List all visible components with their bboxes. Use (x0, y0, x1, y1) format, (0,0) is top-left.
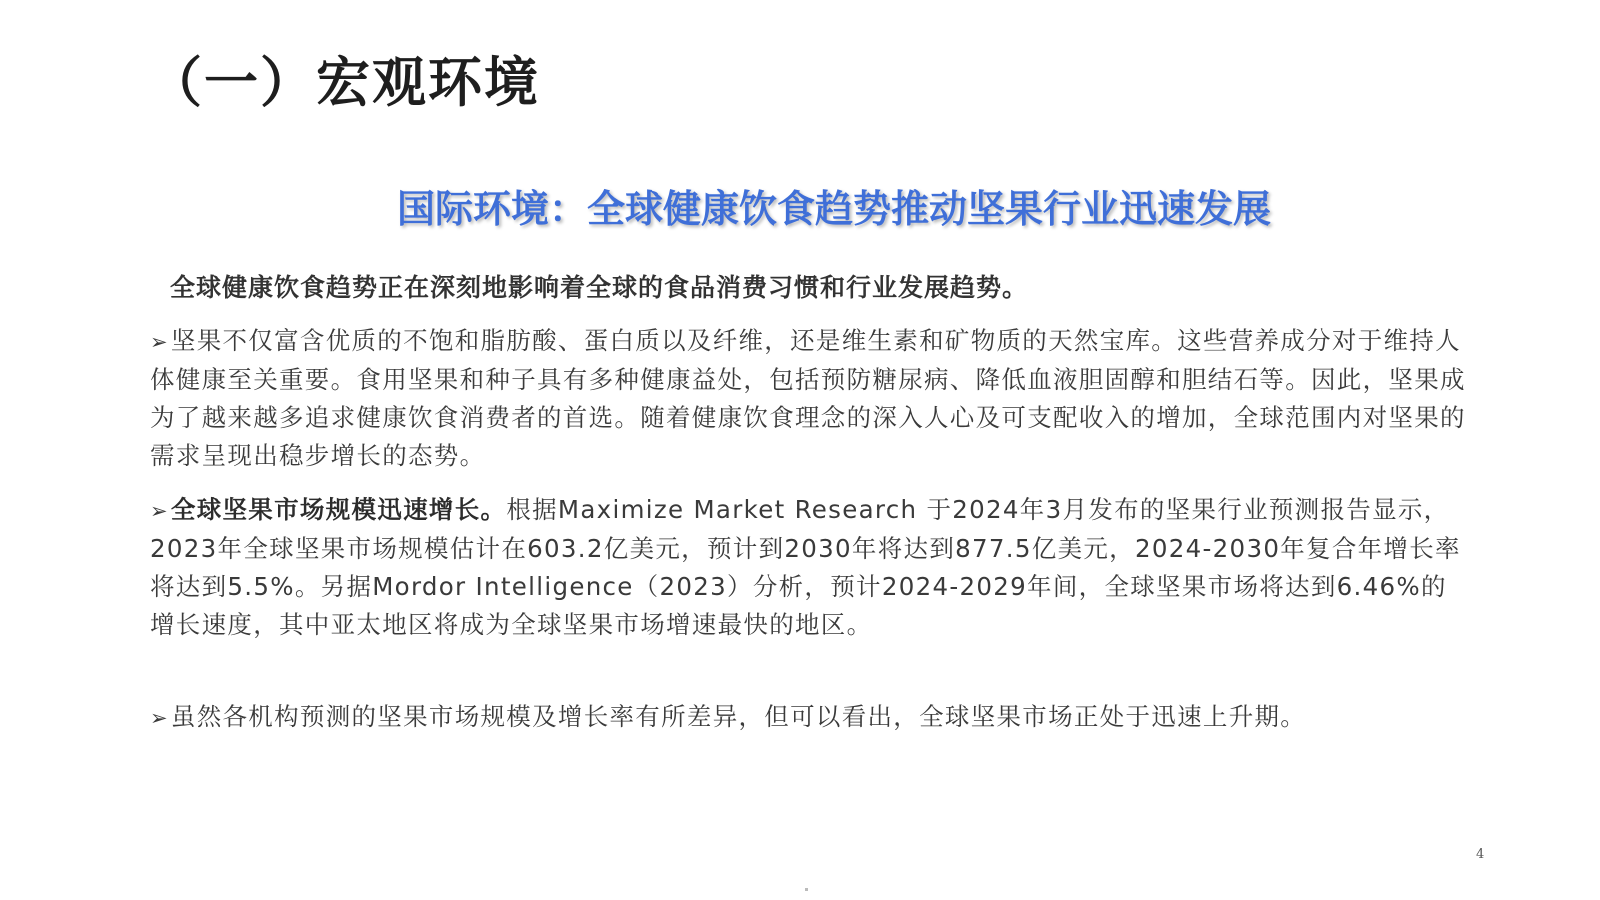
paragraph-bold-lead: 全球坚果市场规模迅速增长。 (170, 495, 507, 524)
lead-sentence: 全球健康饮食趋势正在深刻地影响着全球的食品消费习惯和行业发展趋势。 (170, 273, 1029, 302)
arrow-bullet-icon: ➢ (150, 330, 169, 354)
paragraph-conclusion (150, 698, 1468, 737)
section-title: （一）宏观环境 (148, 51, 540, 114)
paragraph-text: 根据Maximize Market Research 于2024年3月发布的坚果行业预测报告显示，2023年全球坚果市场规模估计在603.2亿美元，预计到2030年将达到877.5亿美元，2024-2030年复合年增长率将达到5.5%。另据Mordor Intelligence（2023）分析，预计2024-2029年间，全球坚果市场将达到6.46%的增长速度，其中亚太地区将成为全球坚果市场增速最快的地区。 (150, 495, 1461, 639)
footer-dot (805, 888, 808, 891)
arrow-bullet-icon: ➢ (150, 499, 169, 523)
paragraph-nut-nutrition (150, 322, 1468, 475)
arrow-bullet-icon: ➢ (150, 706, 169, 730)
paragraph-text: 虽然各机构预测的坚果市场规模及增长率有所差异，但可以看出，全球坚果市场正处于迅速上升期。 (170, 702, 1307, 731)
page-number: 4 (1476, 847, 1485, 862)
slide-subtitle: 国际环境：全球健康饮食趋势推动坚果行业迅速发展 (397, 187, 1272, 231)
paragraph-text: 坚果不仅富含优质的不饱和脂肪酸、蛋白质以及纤维，还是维生素和矿物质的天然宝库。这些营养成分对于维持人体健康至关重要。食用坚果和种子具有多种健康益处，包括预防糖尿病、降低血液胆固醇和胆结石等。因此，坚果成为了越来越多追求健康饮食消费者的首选。随着健康饮食理念的深入人心及可支配收入的增加，全球范围内对坚果的需求呈现出稳步增长的态势。 (150, 326, 1466, 470)
paragraph-market-size (150, 491, 1468, 644)
